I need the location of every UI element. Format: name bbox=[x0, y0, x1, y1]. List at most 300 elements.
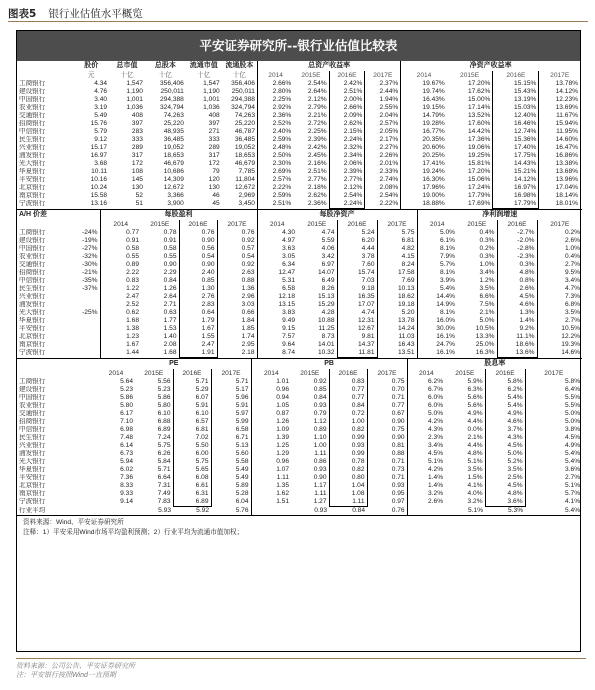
table-cell: 8.1% bbox=[417, 309, 457, 317]
bank-name: 工商银行 bbox=[19, 378, 46, 385]
table-cell: 2.3% bbox=[407, 434, 445, 442]
table-cell: 2.42% bbox=[307, 144, 327, 151]
table-row bbox=[17, 261, 582, 269]
table-cell: 1.17 bbox=[313, 482, 327, 489]
year: 2015E bbox=[467, 221, 487, 228]
table-cell: 9.5% bbox=[564, 269, 580, 276]
table-cell: 2.52 bbox=[100, 301, 141, 309]
table-cell: 4.15 bbox=[401, 253, 415, 260]
bank-name: 民生银行 bbox=[19, 136, 46, 143]
table-cell: 317 bbox=[208, 152, 220, 159]
table-cell: 4.76 bbox=[94, 88, 108, 95]
table-cell: 16.1% bbox=[417, 333, 457, 341]
table-cell: 15.15% bbox=[493, 80, 539, 88]
table-cell: 18.6% bbox=[497, 341, 537, 349]
year: 2015E bbox=[455, 370, 475, 377]
table-cell: 7.10 bbox=[120, 418, 133, 425]
table-cell: 0.57 bbox=[241, 245, 255, 252]
table-cell: 2.57% bbox=[257, 176, 293, 184]
table-cell: 1.30 bbox=[179, 285, 217, 293]
table-cell: -2.7% bbox=[497, 229, 537, 237]
table-cell: 5.56 bbox=[157, 378, 171, 385]
col-float-cap: 流通市值 bbox=[189, 62, 218, 69]
table-cell: 17.58 bbox=[397, 269, 415, 276]
table-cell: 1.0% bbox=[564, 245, 580, 252]
table-cell: 7.57 bbox=[257, 333, 297, 341]
table-row bbox=[17, 333, 582, 341]
table-cell: 0.4% bbox=[479, 229, 495, 236]
table-cell: 2.51% bbox=[329, 88, 365, 96]
table-cell: 5.1% bbox=[407, 458, 445, 466]
table-cell: 16.0% bbox=[417, 317, 457, 325]
table-cell: 1,001 bbox=[126, 96, 143, 103]
bank-name: 华夏银行 bbox=[19, 168, 46, 175]
table-cell: 1.68 bbox=[100, 317, 141, 325]
table-cell: 408 bbox=[131, 112, 143, 119]
table-cell: 4.9% bbox=[467, 410, 483, 417]
table-cell: 2.37% bbox=[379, 80, 399, 87]
table-cell: 0.77 bbox=[329, 386, 367, 394]
table-cell: 4.1% bbox=[565, 498, 581, 506]
table-cell: 2.33% bbox=[379, 168, 399, 175]
table-cell: 5.0% bbox=[485, 450, 525, 458]
table-cell: 1.94% bbox=[379, 96, 399, 103]
table-cell: 19,052 bbox=[234, 144, 255, 151]
table-cell: 11.67% bbox=[556, 112, 578, 119]
table-cell: 0.76 bbox=[391, 506, 405, 514]
table-cell: 5.20 bbox=[401, 309, 415, 316]
table-cell: 5.80 bbox=[157, 402, 171, 409]
table-cell: 11.1% bbox=[497, 333, 537, 341]
table-cell: 294,388 bbox=[160, 96, 184, 103]
table-cell: 6.8% bbox=[564, 301, 580, 308]
table-cell: 16.1% bbox=[417, 349, 457, 358]
table-cell: 0.87 bbox=[251, 410, 291, 418]
col-pb: PB bbox=[251, 359, 407, 370]
bank-name: 光大银行 bbox=[19, 309, 46, 316]
table-cell: 0.91 bbox=[163, 237, 177, 244]
table-cell: 20.35% bbox=[401, 136, 447, 144]
col-price: 股价 bbox=[84, 62, 99, 69]
table-cell: 6.17 bbox=[120, 410, 133, 417]
year: 2016E bbox=[337, 220, 377, 229]
table-cell: 2.25% bbox=[307, 128, 327, 135]
table-cell: 8.24 bbox=[401, 261, 415, 268]
figure-title: 银行业估值水平概览 bbox=[48, 8, 143, 20]
table-cell: 20.25% bbox=[401, 152, 447, 160]
table-cell: 12.18 bbox=[257, 293, 297, 301]
table-cell: -2.0% bbox=[497, 237, 537, 245]
table-cell: 19.15% bbox=[401, 104, 447, 112]
table-cell: 0.3% bbox=[479, 237, 495, 244]
table-cell: 9.33 bbox=[120, 490, 133, 497]
bank-name: 招商银行 bbox=[19, 418, 46, 425]
table-cell: 14.24 bbox=[397, 325, 415, 332]
table-cell: 2.6% bbox=[407, 498, 445, 507]
table-cell: 0.90 bbox=[179, 261, 217, 269]
sec1-unit-row bbox=[17, 71, 580, 80]
table-notes bbox=[17, 515, 580, 540]
table-cell: 1.00 bbox=[329, 418, 367, 426]
table-cell: 2.16% bbox=[307, 160, 327, 167]
table-cell: 2.57% bbox=[379, 120, 399, 127]
table-cell: 7.48 bbox=[120, 434, 133, 441]
table-cell: 5.4% bbox=[565, 506, 581, 514]
bank-name: 北京银行 bbox=[19, 184, 46, 191]
table-cell: 15.81% bbox=[467, 160, 491, 167]
table-cell: 145 bbox=[131, 176, 143, 183]
table-cell: 46,787 bbox=[234, 128, 255, 135]
table-cell: 2.74% bbox=[379, 176, 399, 183]
table-cell bbox=[407, 507, 445, 516]
bank-name: 工商银行 bbox=[19, 80, 46, 87]
bank-name: 北京银行 bbox=[19, 333, 46, 340]
table-cell: 2.45% bbox=[307, 152, 327, 159]
table-cell: 4.6% bbox=[485, 418, 525, 426]
table-cell: 2.80% bbox=[257, 88, 293, 96]
table-cell: 2.22% bbox=[379, 200, 399, 208]
table-cell: 0.90 bbox=[163, 261, 177, 268]
bank-name: 交通银行 bbox=[19, 410, 46, 417]
table-cell: 130 bbox=[131, 184, 143, 191]
year: 2015E bbox=[144, 370, 164, 377]
table-cell: 108 bbox=[131, 168, 143, 175]
table-cell: 1.77 bbox=[163, 317, 177, 324]
table-cell: 0.55 bbox=[100, 253, 141, 261]
table-cell: 36,485 bbox=[163, 136, 184, 143]
table-cell: 16.30% bbox=[401, 176, 447, 184]
page-source bbox=[16, 658, 586, 680]
table-cell: 2.26% bbox=[379, 152, 399, 159]
page-source-line-1: 资料来源：公司公告、平安证券研究所 bbox=[16, 663, 135, 670]
table-cell: 2.62% bbox=[329, 120, 365, 128]
table-cell: 14.9% bbox=[417, 301, 457, 309]
table-cell: 2.1% bbox=[479, 309, 495, 316]
table-row bbox=[17, 128, 580, 136]
year: 2016E bbox=[497, 220, 537, 229]
table-cell: 0.0% bbox=[467, 426, 483, 433]
section-1-table bbox=[17, 61, 580, 209]
table-cell: 0.90 bbox=[391, 434, 405, 441]
table-cell: 0.85 bbox=[179, 277, 217, 285]
table-cell: 13.3% bbox=[475, 333, 495, 340]
table-cell: 8.33 bbox=[120, 482, 133, 489]
table-cell: 1.27 bbox=[313, 498, 327, 506]
table-cell: 7.3% bbox=[564, 293, 580, 300]
table-cell: 4.4% bbox=[467, 442, 483, 449]
table-cell: 7.69 bbox=[401, 277, 415, 284]
table-cell: 19.18 bbox=[397, 301, 415, 308]
table-cell: 0.73 bbox=[391, 466, 405, 473]
table-cell: 1.51 bbox=[251, 498, 291, 507]
table-cell: 6.00 bbox=[173, 450, 211, 458]
table-cell: 283 bbox=[131, 128, 143, 135]
table-cell: 5.91 bbox=[235, 402, 249, 409]
table-cell: -24% bbox=[82, 229, 98, 236]
table-cell: 3.5% bbox=[564, 309, 580, 316]
table-cell: 8.74 bbox=[257, 349, 297, 358]
table-cell: 16.77% bbox=[401, 128, 447, 136]
table-cell: 0.97 bbox=[391, 498, 405, 506]
table-cell: 3.6% bbox=[485, 498, 525, 507]
table-cell: 6.26 bbox=[157, 450, 171, 457]
table-cell: 5.60 bbox=[235, 450, 249, 457]
table-cell: -25% bbox=[82, 309, 98, 316]
table-cell: 5.64 bbox=[120, 378, 133, 385]
table-row bbox=[17, 434, 582, 442]
table-cell: 18,653 bbox=[234, 152, 255, 159]
table-cell: 1.25 bbox=[251, 442, 291, 450]
table-cell: 172 bbox=[131, 160, 143, 167]
table-cell: 25,220 bbox=[234, 120, 255, 127]
table-cell: 17.79% bbox=[467, 192, 491, 199]
table-cell: -30% bbox=[82, 261, 98, 268]
table-cell: 2.30% bbox=[257, 160, 293, 168]
table-cell: 17.75% bbox=[493, 152, 539, 160]
table-cell: 0.79 bbox=[313, 410, 327, 417]
table-cell: 2.05% bbox=[379, 128, 399, 135]
table-cell: 1.39 bbox=[251, 434, 291, 442]
sec2-header-row bbox=[17, 210, 582, 221]
table-cell: 0.63 bbox=[163, 309, 177, 316]
table-cell: 36,485 bbox=[234, 136, 255, 143]
table-cell: 16.43 bbox=[397, 341, 415, 348]
table-cell: 130 bbox=[208, 184, 220, 191]
table-cell: 0.90 bbox=[179, 237, 217, 245]
table-cell: 3.05 bbox=[257, 253, 297, 261]
table-cell: 1.05 bbox=[251, 402, 291, 410]
table-cell: 4.30 bbox=[257, 229, 297, 237]
table-cell: 5.0% bbox=[417, 229, 457, 237]
table-cell: 8.26 bbox=[321, 285, 335, 292]
bank-name: 工商银行 bbox=[19, 229, 46, 236]
table-cell: -32% bbox=[82, 253, 98, 260]
table-cell: -35% bbox=[82, 277, 98, 284]
table-cell: 5.0% bbox=[565, 410, 581, 417]
table-row bbox=[17, 269, 582, 277]
table-cell: 18.62 bbox=[397, 293, 415, 300]
year: 2017E bbox=[227, 221, 247, 228]
table-cell: 20.60% bbox=[401, 144, 447, 152]
table-cell: 16.97 bbox=[90, 152, 108, 159]
table-cell: 1.79 bbox=[179, 317, 217, 325]
table-cell: 2.47 bbox=[179, 341, 217, 349]
table-cell: 0.82 bbox=[329, 426, 367, 434]
table-cell: 2.47 bbox=[100, 293, 141, 301]
table-cell: 0.58 bbox=[100, 245, 141, 253]
table-cell: 5.49 bbox=[235, 474, 249, 481]
table-row bbox=[17, 152, 580, 160]
table-cell: 5.65 bbox=[173, 466, 211, 474]
sec3-year-row bbox=[17, 369, 582, 378]
table-cell: 24.7% bbox=[417, 341, 457, 349]
bank-name: 兴业银行 bbox=[19, 442, 46, 449]
table-cell: 1.26 bbox=[251, 418, 291, 426]
table-cell: 52 bbox=[135, 192, 143, 199]
table-cell: 12.2% bbox=[561, 333, 580, 340]
table-row bbox=[17, 474, 582, 482]
table-cell: 1.4% bbox=[497, 317, 537, 325]
table-cell: 5.31 bbox=[257, 277, 297, 285]
table-cell: 17.20% bbox=[467, 168, 491, 175]
bank-name: 兴业银行 bbox=[19, 293, 46, 300]
table-cell: 15.21% bbox=[493, 168, 539, 176]
table-cell: 5.50 bbox=[173, 442, 211, 450]
table-cell: 0.94 bbox=[251, 394, 291, 402]
bank-name: 民生银行 bbox=[19, 434, 46, 441]
table-cell: 1.11 bbox=[314, 450, 327, 457]
table-cell: 10.32 bbox=[317, 349, 335, 357]
table-cell: 15.94% bbox=[555, 120, 578, 127]
table-cell: 10,686 bbox=[163, 168, 184, 175]
table-cell: 7.03 bbox=[337, 277, 377, 285]
table-cell: 0.67 bbox=[391, 410, 405, 417]
table-cell: 17.79% bbox=[493, 200, 539, 209]
year: 2015E bbox=[300, 370, 320, 377]
table-cell: 12.23% bbox=[555, 96, 578, 103]
table-cell: 12.40% bbox=[493, 112, 539, 120]
table-cell: 0.91 bbox=[100, 237, 141, 245]
table-cell: 2.96 bbox=[241, 293, 255, 300]
table-cell: 3.4% bbox=[479, 269, 495, 276]
table-cell: 2.39% bbox=[329, 168, 365, 176]
table-cell: 1.62 bbox=[251, 490, 291, 498]
bank-name: 交通银行 bbox=[19, 261, 46, 268]
table-cell: 5.84 bbox=[157, 458, 171, 465]
table-cell: 0.71 bbox=[391, 394, 405, 401]
table-cell: 5.79 bbox=[94, 128, 108, 135]
table-cell: 1.84 bbox=[241, 317, 255, 324]
bank-name: 中信银行 bbox=[19, 128, 46, 135]
table-cell: 5.3% bbox=[508, 507, 524, 514]
year: 2017E bbox=[373, 72, 393, 79]
table-cell: 324,794 bbox=[231, 104, 255, 111]
table-cell: 3.2% bbox=[407, 490, 445, 498]
table-cell: 2.7% bbox=[564, 261, 580, 268]
bank-name: 北京银行 bbox=[19, 482, 46, 489]
table-cell: 6.2% bbox=[407, 378, 445, 386]
table-cell: 16.47% bbox=[555, 144, 578, 151]
table-cell: 2.64% bbox=[307, 88, 327, 95]
year: 2014 bbox=[257, 220, 297, 229]
year: 2015E bbox=[460, 72, 480, 79]
table-cell: 2.24% bbox=[329, 136, 365, 144]
bank-name: 南京银行 bbox=[19, 192, 46, 199]
table-cell: 5.0% bbox=[565, 418, 581, 425]
table-cell: 16.97% bbox=[493, 184, 539, 192]
table-row bbox=[17, 293, 582, 301]
table-row bbox=[17, 245, 582, 253]
table-cell: 14.42% bbox=[467, 128, 491, 135]
table-cell: 14.79% bbox=[401, 112, 447, 120]
table-row bbox=[17, 378, 582, 386]
table-cell: 1.11 bbox=[314, 490, 327, 497]
table-cell: 2.44% bbox=[379, 88, 399, 95]
table-cell: 45 bbox=[212, 200, 220, 208]
table-cell: 2.12% bbox=[307, 96, 327, 103]
bank-name: 民生银行 bbox=[19, 285, 46, 292]
table-cell: 5.75 bbox=[157, 442, 171, 449]
table-row bbox=[17, 176, 580, 184]
table-cell: 3,366 bbox=[167, 192, 184, 199]
table-cell: 2.54% bbox=[379, 192, 399, 199]
table-cell: 1.10 bbox=[313, 434, 327, 441]
table-row bbox=[17, 442, 582, 450]
table-cell: 6.88 bbox=[157, 418, 171, 425]
table-cell: 13.16 bbox=[90, 200, 108, 208]
table-cell: 6.7% bbox=[407, 386, 445, 394]
table-cell: 6.89 bbox=[157, 426, 171, 433]
table-cell: 2.95 bbox=[241, 341, 255, 348]
table-cell: 0.84 bbox=[163, 277, 177, 284]
bank-name: 浦发银行 bbox=[19, 450, 46, 457]
table-cell: 16.98% bbox=[493, 192, 539, 200]
table-cell: 271 bbox=[208, 128, 220, 135]
table-cell: 2.08% bbox=[379, 184, 399, 191]
table-cell: 2.92% bbox=[257, 104, 293, 112]
table-cell: 0.3% bbox=[497, 261, 537, 269]
table-cell: 1.36 bbox=[241, 285, 255, 292]
table-cell: 333 bbox=[131, 136, 143, 143]
table-cell: 2.6% bbox=[497, 285, 537, 293]
unit: 十亿 bbox=[120, 72, 134, 79]
table-cell: 5.24 bbox=[337, 229, 377, 237]
table-cell: 9.14 bbox=[120, 498, 133, 506]
table-cell: 172 bbox=[208, 160, 220, 167]
table-cell: 17.14% bbox=[467, 104, 491, 111]
table-cell: -2.3% bbox=[497, 253, 537, 261]
bank-name: 中国银行 bbox=[19, 394, 46, 401]
table-cell: 0.84 bbox=[313, 394, 327, 401]
table-cell: -2.8% bbox=[497, 245, 537, 253]
table-cell: 6.34 bbox=[257, 261, 297, 269]
table-cell: 2.22% bbox=[257, 184, 293, 192]
table-cell: 0.77 bbox=[100, 229, 141, 237]
table-cell: 2.42% bbox=[329, 80, 365, 88]
table-cell: 18.14% bbox=[555, 192, 578, 199]
bank-name: 华夏银行 bbox=[19, 317, 46, 324]
table-cell: 13.96% bbox=[555, 176, 578, 183]
table-cell: 0.4% bbox=[564, 253, 580, 260]
table-cell: 4.5% bbox=[497, 293, 537, 301]
table-cell: 0.81 bbox=[391, 442, 405, 449]
table-cell: 4.5% bbox=[565, 434, 581, 441]
table-cell: 6.07 bbox=[173, 394, 211, 402]
table-row bbox=[17, 309, 582, 317]
table-cell: 2.66% bbox=[257, 80, 293, 88]
table-cell: -21% bbox=[82, 269, 98, 276]
table-cell: 4.8% bbox=[485, 490, 525, 498]
table-cell: 7.49 bbox=[157, 490, 171, 497]
table-row bbox=[17, 386, 582, 394]
table-cell: 0.92 bbox=[241, 237, 255, 244]
table-cell: 6.58 bbox=[257, 285, 297, 293]
table-cell: 2.04% bbox=[379, 112, 399, 119]
table-cell: 19.25% bbox=[467, 152, 491, 159]
sec2-year-row bbox=[17, 220, 582, 229]
table-cell: 6.49 bbox=[321, 277, 335, 284]
table-cell: 25.0% bbox=[475, 341, 495, 348]
table-cell: 1.11 bbox=[251, 474, 291, 482]
table-cell: 5.6% bbox=[467, 402, 483, 409]
table-cell: 3.78 bbox=[337, 253, 377, 261]
table-cell: 14.07 bbox=[317, 269, 335, 276]
section-3-table bbox=[17, 358, 582, 515]
table-cell: 0.99 bbox=[329, 450, 367, 458]
table-cell: 0.85 bbox=[313, 386, 327, 393]
table-row bbox=[17, 104, 580, 112]
table-cell: 4.34 bbox=[94, 80, 108, 87]
